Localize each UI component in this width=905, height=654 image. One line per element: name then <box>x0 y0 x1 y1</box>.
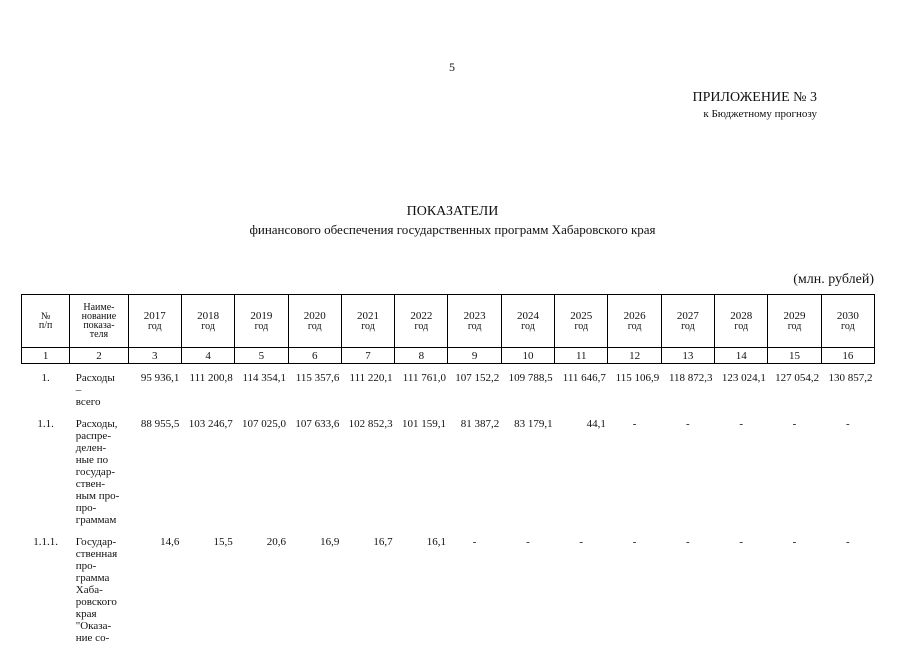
row-value: 114 354,1 <box>235 372 288 408</box>
column-number: 15 <box>768 348 821 364</box>
row-value: 107 633,6 <box>288 418 341 526</box>
row-number: 1. <box>22 372 70 408</box>
header-year-value: 2021 <box>342 311 394 322</box>
row-value: 107 025,0 <box>235 418 288 526</box>
header-year <box>395 295 448 348</box>
row-value: - <box>821 418 874 526</box>
units-label: (млн. рублей) <box>793 272 874 288</box>
row-number: 1.1. <box>22 418 70 526</box>
appendix-title: ПРИЛОЖЕНИЕ № 3 <box>693 90 818 106</box>
row-value: - <box>608 536 661 644</box>
row-name-text: Расходы, распре- делен- ные по государ- ствен- ным про- про- граммам <box>76 418 122 526</box>
header-year-value: 2029 <box>768 311 820 322</box>
column-number: 11 <box>555 348 608 364</box>
column-number: 4 <box>181 348 234 364</box>
row-gap <box>22 644 875 654</box>
header-year-suffix: год <box>555 322 607 332</box>
header-year-value: 2025 <box>555 311 607 322</box>
header-year <box>608 295 661 348</box>
header-year-value: 2022 <box>395 311 447 322</box>
header-year <box>768 295 821 348</box>
row-gap-cell <box>22 526 875 536</box>
header-year <box>821 295 874 348</box>
column-number: 7 <box>341 348 394 364</box>
column-number: 10 <box>501 348 554 364</box>
row-value: - <box>715 536 768 644</box>
row-value: - <box>661 418 714 526</box>
row-gap-cell <box>22 644 875 654</box>
header-year-value: 2017 <box>129 311 181 322</box>
column-number: 16 <box>821 348 874 364</box>
row-number: 1.1.1. <box>22 536 70 644</box>
header-year <box>341 295 394 348</box>
row-value: 20,6 <box>235 536 288 644</box>
row-value: - <box>555 536 608 644</box>
header-row <box>22 295 875 348</box>
row-value: 115 106,9 <box>608 372 661 408</box>
row-value: - <box>661 536 714 644</box>
header-year-value: 2026 <box>608 311 660 322</box>
column-number-row <box>22 348 875 364</box>
row-value: 16,7 <box>341 536 394 644</box>
spacer-cell <box>22 364 875 373</box>
row-value: 101 159,1 <box>395 418 448 526</box>
header-year-suffix: год <box>662 322 714 332</box>
column-number: 14 <box>715 348 768 364</box>
row-value: 15,5 <box>181 536 234 644</box>
header-year-value: 2024 <box>502 311 554 322</box>
spacer-row <box>22 364 875 373</box>
header-year <box>288 295 341 348</box>
header-year <box>181 295 234 348</box>
document-subtitle: финансового обеспечения государственных программ Хабаровского края <box>0 222 905 238</box>
column-number: 6 <box>288 348 341 364</box>
header-year-suffix: год <box>235 322 287 332</box>
row-value: 111 200,8 <box>181 372 234 408</box>
header-year-suffix: год <box>822 322 874 332</box>
header-year <box>501 295 554 348</box>
header-year-suffix: год <box>289 322 341 332</box>
header-year-suffix: год <box>342 322 394 332</box>
appendix-subtitle: к Бюджетному прогнозу <box>703 108 817 120</box>
document-title: ПОКАЗАТЕЛИ <box>0 204 905 220</box>
header-year-value: 2020 <box>289 311 341 322</box>
column-number: 5 <box>235 348 288 364</box>
row-value: 127 054,2 <box>768 372 821 408</box>
row-gap-cell <box>22 408 875 418</box>
row-value: 107 152,2 <box>448 372 501 408</box>
header-year <box>555 295 608 348</box>
row-value: 95 936,1 <box>128 372 181 408</box>
row-name <box>70 372 128 408</box>
row-value: 109 788,5 <box>501 372 554 408</box>
row-value: 102 852,3 <box>341 418 394 526</box>
header-year-suffix: год <box>608 322 660 332</box>
header-year-value: 2018 <box>182 311 234 322</box>
table-row <box>22 372 875 408</box>
row-value: 16,1 <box>395 536 448 644</box>
row-name-text: Расходы – всего <box>76 372 122 408</box>
header-year-suffix: год <box>502 322 554 332</box>
row-value: 16,9 <box>288 536 341 644</box>
header-year-suffix: год <box>448 322 500 332</box>
row-value: 111 220,1 <box>341 372 394 408</box>
row-value: 103 246,7 <box>181 418 234 526</box>
row-value: 88 955,5 <box>128 418 181 526</box>
row-name-text: Государ- ственная про- грамма Хаба- ровского края "Оказа- ние со- <box>76 536 122 644</box>
column-number: 13 <box>661 348 714 364</box>
table-row <box>22 418 875 526</box>
indicators-table <box>21 294 875 654</box>
row-value: 118 872,3 <box>661 372 714 408</box>
row-gap <box>22 408 875 418</box>
header-year <box>448 295 501 348</box>
column-number: 12 <box>608 348 661 364</box>
column-number: 8 <box>395 348 448 364</box>
row-value: 81 387,2 <box>448 418 501 526</box>
header-name: Наиме- нование показа- теля <box>70 295 128 348</box>
row-value: 111 646,7 <box>555 372 608 408</box>
row-value: 111 761,0 <box>395 372 448 408</box>
column-number: 2 <box>70 348 128 364</box>
table-row <box>22 536 875 644</box>
table-header <box>22 295 875 364</box>
row-name <box>70 418 128 526</box>
header-year-value: 2030 <box>822 311 874 322</box>
row-value: 115 357,6 <box>288 372 341 408</box>
header-year <box>128 295 181 348</box>
row-value: - <box>715 418 768 526</box>
table-body <box>22 364 875 654</box>
row-value: - <box>821 536 874 644</box>
row-value: 130 857,2 <box>821 372 874 408</box>
column-number: 1 <box>22 348 70 364</box>
row-value: - <box>768 418 821 526</box>
header-year <box>235 295 288 348</box>
row-value: - <box>501 536 554 644</box>
header-year-suffix: год <box>768 322 820 332</box>
column-number: 9 <box>448 348 501 364</box>
row-name <box>70 536 128 644</box>
header-year-suffix: год <box>182 322 234 332</box>
page-number: 5 <box>449 60 455 75</box>
header-year-suffix: год <box>395 322 447 332</box>
header-year <box>661 295 714 348</box>
header-year-value: 2027 <box>662 311 714 322</box>
row-value: 14,6 <box>128 536 181 644</box>
header-year-value: 2019 <box>235 311 287 322</box>
header-num: № п/п <box>22 295 70 348</box>
row-value: - <box>768 536 821 644</box>
row-value: - <box>608 418 661 526</box>
header-year-suffix: год <box>129 322 181 332</box>
row-value: - <box>448 536 501 644</box>
column-number: 3 <box>128 348 181 364</box>
row-value: 123 024,1 <box>715 372 768 408</box>
header-year-value: 2028 <box>715 311 767 322</box>
row-value: 44,1 <box>555 418 608 526</box>
row-value: 83 179,1 <box>501 418 554 526</box>
row-gap <box>22 526 875 536</box>
header-year <box>715 295 768 348</box>
header-year-value: 2023 <box>448 311 500 322</box>
header-year-suffix: год <box>715 322 767 332</box>
